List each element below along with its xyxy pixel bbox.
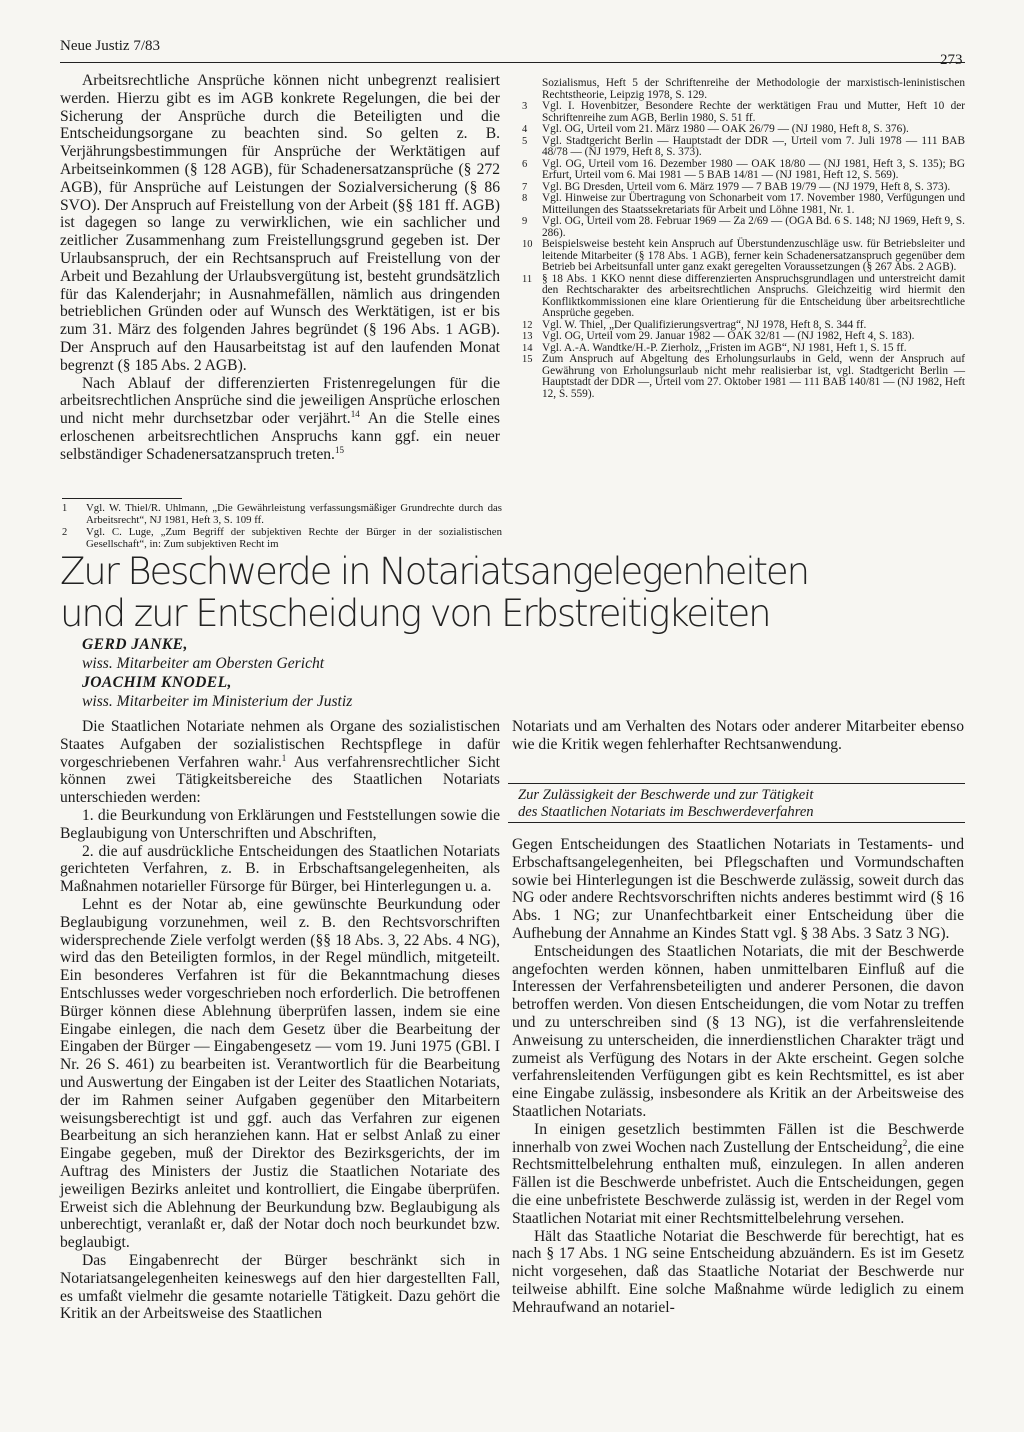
previous-article-left-column [60,72,500,464]
footnote-ref: 15 [334,444,344,455]
paragraph: Nach Ablauf der differenzierten Fristenregelungen für die arbeitsrechtlichen Ansprüche sind die jeweiligen Ansprüche erloschen und nicht mehr durchsetzbar oder verjährt.$^{14}$ An die Stelle eines erloschenen arbeitsrechtlichen Anspruchs kann ggf. ein neuer selbständiger Schadenersatzanspruch treten.$^{15}$ [60,374,500,463]
footnote: 5 Vgl. Stadtgericht Berlin — Hauptstadt der DDR —, Urteil vom 7. Juli 1978 — 111 BAB 48/78 — (NJ 1979, Heft 8, S. 373). [522,134,965,158]
footnote: 14 Vgl. A.-A. Wandtke/H.-P. Zierholz, „Fristen im AGB“, NJ 1981, Heft 1, S. 15 ff. [522,341,907,354]
header-rule [60,62,965,63]
paragraph: Gegen Entscheidungen des Staatlichen Notariats in Testaments- und Erbschaftsangelegenheiten, bei Pflegschaften und Vormundschaften sowie bei Hinterlegungen ist die Beschwerde zulässig, soweit durch das NG oder andere Rechtsvorschriften nichts anderes bestimmt wird (§ 16 Abs. 1 NG; zur Unanfechtbarkeit einer Entscheidung über die Aufhebung der Annahme an Kindes Statt vgl. § 38 Abs. 3 Satz 3 NG). [512,836,964,942]
footnote: 2 Vgl. C. Luge, „Zum Begriff der subjektiven Rechte der Bürger in der sozialistischen Gesellschaft“, in: Zum subjektiven Recht im [62,526,502,550]
footnote: 7 Vgl. BG Dresden, Urteil vom 6. März 1979 — 7 BAB 19/79 — (NJ 1979, Heft 8, S. 373). [522,180,951,193]
paragraph: Die Staatlichen Notariate nehmen als Organe des sozialistischen Staates Aufgaben der sozialistischen Rechtspflege in dafür vorgeschriebenen Verfahren wahr.$^1$ Aus verfahrensrechtlicher Sicht können zwei Tätigkeitsbereiche des Staatlichen Notariats unterschieden werden: [60,718,500,807]
footnote: 8 Vgl. Hinweise zur Übertragung von Schonarbeit vom 17. November 1980, Verfügungen und Mitteilungen des Staatssekretariats für Arbeit und Löhne 1981, Nr. 1. [522,192,965,216]
article-right-column-top [512,718,964,754]
page-number: 273 [940,52,963,68]
subheading-box [508,783,965,823]
footnote: 11 § 18 Abs. 1 KKO nennt diese differenzierten Anspruchsgrundlagen und unterstreicht damit den Rechtscharakter des arbeitsrechtlichen Anspruchs. Gleichzeitig wird hiermit den Konfliktkommissionen eine klare Orientierung für die Entscheidung über arbeitsrechtliche Ansprüche gegeben. [522,272,965,319]
subheading-line: des Staatlichen Notariats im Beschwerdeverfahren [518,804,814,820]
footnote: Sozialismus, Heft 5 der Schriftenreihe der Methodologie der marxistisch-leninistischen Rechtstheorie, Leipzig 1978, S. 129. [542,77,965,101]
footnote: 12 Vgl. W. Thiel, „Der Qualifizierungsvertrag“, NJ 1978, Heft 8, S. 344 ff. [522,318,867,331]
article-title-line: Zur Beschwerde in Notariatsangelegenheiten [60,550,808,593]
paragraph: Arbeitsrechtliche Ansprüche können nicht unbegrenzt realisiert werden. Hierzu gibt es im AGB konkrete Regelungen, die bei der Sicherung der Ansprüche durch die Beteiligten und die Entscheidungsorgane zu beachten sind. So gelten z. B. Verjährungsbestimmungen für Ansprüche der Werktätigen auf Arbeitseinkommen (§ 128 AGB), für Schadenersatzansprüche (§ 272 AGB), für Ansprüche auf Leistungen der Sozialversicherung (§ 86 SVO). Der Anspruch auf Freistellung von der Arbeit (§§ 181 ff. AGB) ist dagegen so lange zu verwirklichen, wie ein sachlicher und zeitlicher Zusammenhang zum Freistellungsgrund gegeben ist. Der Urlaubsanspruch, der ein Rechtsanspruch auf Freistellung von der Arbeit und Bezahlung der Urlaubsvergütung ist, besteht grundsätzlich für das Kalenderjahr; in Ausnahmefällen, nämlich aus dringenden betrieblichen Gründen oder auf Wunsch des Werktätigen, ist er bis zum 31. März des folgenden Jahres begründet (§ 196 Abs. 1 AGB). Der Anspruch auf den Hausarbeitstag ist auf den laufenden Monat begrenzt (§ 185 Abs. 2 AGB). [60,72,500,374]
article-title-line: und zur Entscheidung von Erbstreitigkeiten [60,592,770,635]
author-role: wiss. Mitarbeiter am Obersten Gericht [82,655,325,672]
article-left-column [60,718,500,1323]
paragraph: In einigen gesetzlich bestimmten Fällen ist die Beschwerde innerhalb von zwei Wochen nach Zustellung der Entscheidung$^2$, die eine Rechtsmittelbelehrung enthalten muß, einzulegen. In allen anderen Fällen ist die Beschwerde unbefristet. Auch die Entscheidungen, gegen die eine unbefristete Beschwerde zulässig ist, werden in der Regel vom Staatlichen Notariat mit einer Rechtsmittelbelehrung versehen. [512,1120,964,1227]
paragraph: Hält das Staatliche Notariat die Beschwerde für berechtigt, hat es nach § 17 Abs. 1 NG seine Entscheidung abzuändern. Es ist im Gesetz nicht vorgesehen, daß das Staatliche Notariat der Beschwerde nur teilweise abhilft. Eine solche Maßnahme würde lediglich zu einem Mehraufwand an notariel- [512,1227,964,1316]
subheading-line: Zur Zulässigkeit der Beschwerde und zur Tätigkeit [518,787,814,803]
footnotes-right-column [512,78,965,400]
article-right-column [512,836,964,1317]
footnote: 15 Zum Anspruch auf Abgeltung des Erholungsurlaubs in Geld, wenn der Anspruch auf Gewährung von Erholungsurlaub nicht mehr realisierbar ist, vgl. Stadtgericht Berlin — Hauptstadt der DDR —, Urteil vom 27. Oktober 1981 — 111 BAB 140/81 — (NJ 1982, Heft 12, S. 559). [522,353,965,400]
footnote-ref: 1 [281,752,287,763]
list-item: 2. die auf ausdrückliche Entscheidungen des Staatlichen Notariats gerichteten Verfahren, z. B. in Erbschaftsangelegenheiten, als Maßnahmen notarieller Fürsorge für Bürger, bei Hinterlegungen u. a. [60,842,500,896]
paragraph: Das Eingabenrecht der Bürger beschränkt sich in Notariatsangelegenheiten keineswegs auf den hier dargestellten Fall, es umfaßt vielmehr die gesamte notarielle Tätigkeit. Dazu gehört die Kritik an der Arbeitsweise des Staatlichen [60,1251,500,1323]
footnote: 4 Vgl. OG, Urteil vom 21. März 1980 — OAK 26/79 — (NJ 1980, Heft 8, S. 376). [522,123,909,135]
paragraph: Notariats und am Verhalten des Notars oder anderer Mitarbeiter ebenso wie die Kritik wegen fehlerhafter Rechtsanwendung. [512,718,964,753]
list-item: 1. die Beurkundung von Erklärungen und Feststellungen sowie die Beglaubigung von Unterschriften und Abschriften, [60,806,500,842]
footnote: 1 Vgl. W. Thiel/R. Uhlmann, „Die Gewährleistung verfassungsmäßiger Grundrechte durch das Arbeitsrecht“, NJ 1981, Heft 3, S. 109 ff. [62,502,502,526]
article-title [60,551,808,635]
author-name: JOACHIM KNODEL, [82,674,232,691]
footnote: 10 Beispielsweise besteht kein Anspruch auf Überstundenzuschläge usw. für Betriebsleiter und leitende Mitarbeiter (§ 178 Abs. 1 AGB), ferner kein Schadenersatzanspruch gegenüber dem Betrieb bei Arbeitsunfall unter ganz exakt geregelten Voraussetzungen (§ 267 Abs. 2 AGB). [522,238,965,273]
journal-header: Neue Justiz 7/83 [60,38,160,54]
footnote-rule [62,498,182,499]
author-role: wiss. Mitarbeiter im Ministerium der Justiz [82,693,353,710]
footnote-ref: 14 [350,408,360,419]
paragraph: Lehnt es der Notar ab, eine gewünschte Beurkundung oder Beglaubigung vorzunehmen, weil z. B. den Rechtsvorschriften widersprechende Ziele verfolgt werden (§§ 18 Abs. 3, 22 Abs. 4 NG), wird das den Beteiligten formlos, in der Regel mündlich, mitgeteilt. Ein besonderes Verfahren ist für die Bekanntmachung dieses Entschlusses weder vorgeschrieben noch erforderlich. Die betroffenen Bürger können diese Ablehnung überprüfen lassen, indem sie eine Eingabe einlegen, die nach dem Gesetz über die Bearbeitung der Eingaben der Bürger — Eingabengesetz — vom 19. Juni 1975 (GBl. I Nr. 26 S. 461) zu bearbeiten ist. Verantwortlich für die Bearbeitung und Auswertung der Eingaben ist der Leiter des Staatlichen Notariats, der im Rahmen seiner Aufgaben gegenüber den Mitarbeitern weisungsberechtigt ist und ggf. auch das Verfahren zur eigenen Bearbeitung an sich heranziehen kann. Hat er selbst Anlaß zu einer Eingabe gegeben, muß der Direktor des Bezirksgerichts, der im Auftrag des Ministers der Justiz die Staatlichen Notariate des jeweiligen Bezirks anleitet und kontrolliert, die Eingabe überprüfen. Erweist sich die Ablehnung der Beurkundung bzw. Beglaubigung als unberechtigt, veranlaßt er, daß der Notar doch noch beurkundet bzw. beglaubigt. [60,895,500,1252]
footnote: 3 Vgl. I. Hovenbitzer, Besondere Rechte der werktätigen Frau und Mutter, Heft 10 der Schriftenreihe zum AGB, Berlin 1980, S. 51 ff. [522,100,965,124]
footnote: 9 Vgl. OG, Urteil vom 28. Februar 1969 — Za 2/69 — (OGA Bd. 6 S. 148; NJ 1969, Heft 9, S. 286). [522,215,965,239]
paragraph: Entscheidungen des Staatlichen Notariats, die mit der Beschwerde angefochten werden können, haben unmittelbaren Einfluß auf die Interessen der Verfahrensbeteiligten und anderer Personen, die davon betroffen werden. Von diesen Entscheidungen, die vom Notar zu treffen und zu unterschreiben sind (§ 13 NG), ist die verfahrensleitende Anweisung zu unterscheiden, die innerdienstlichen Charakter trägt und zumeist als Verfügung des Notars in der Akte erscheint. Gegen solche verfahrensleitenden Verfügungen gibt es kein Rechtsmittel, es ist aber eine Eingabe zulässig, insbesondere als Kritik an der Arbeitsweise des Staatlichen Notariats. [512,942,964,1120]
footnote: 13 Vgl. OG, Urteil vom 29. Januar 1982 — OAK 32/81 — (NJ 1982, Heft 4, S. 183). [522,330,915,342]
footnote: 6 Vgl. OG, Urteil vom 16. Dezember 1980 — OAK 18/80 — (NJ 1981, Heft 3, S. 135); BG Erfurt, Urteil vom 6. Mai 1981 — 5 BAB 14/81 — (NJ 1981, Heft 12, S. 569). [522,157,965,181]
footnote-ref: 2 [902,1137,908,1148]
author-name: GERD JANKE, [82,636,188,653]
